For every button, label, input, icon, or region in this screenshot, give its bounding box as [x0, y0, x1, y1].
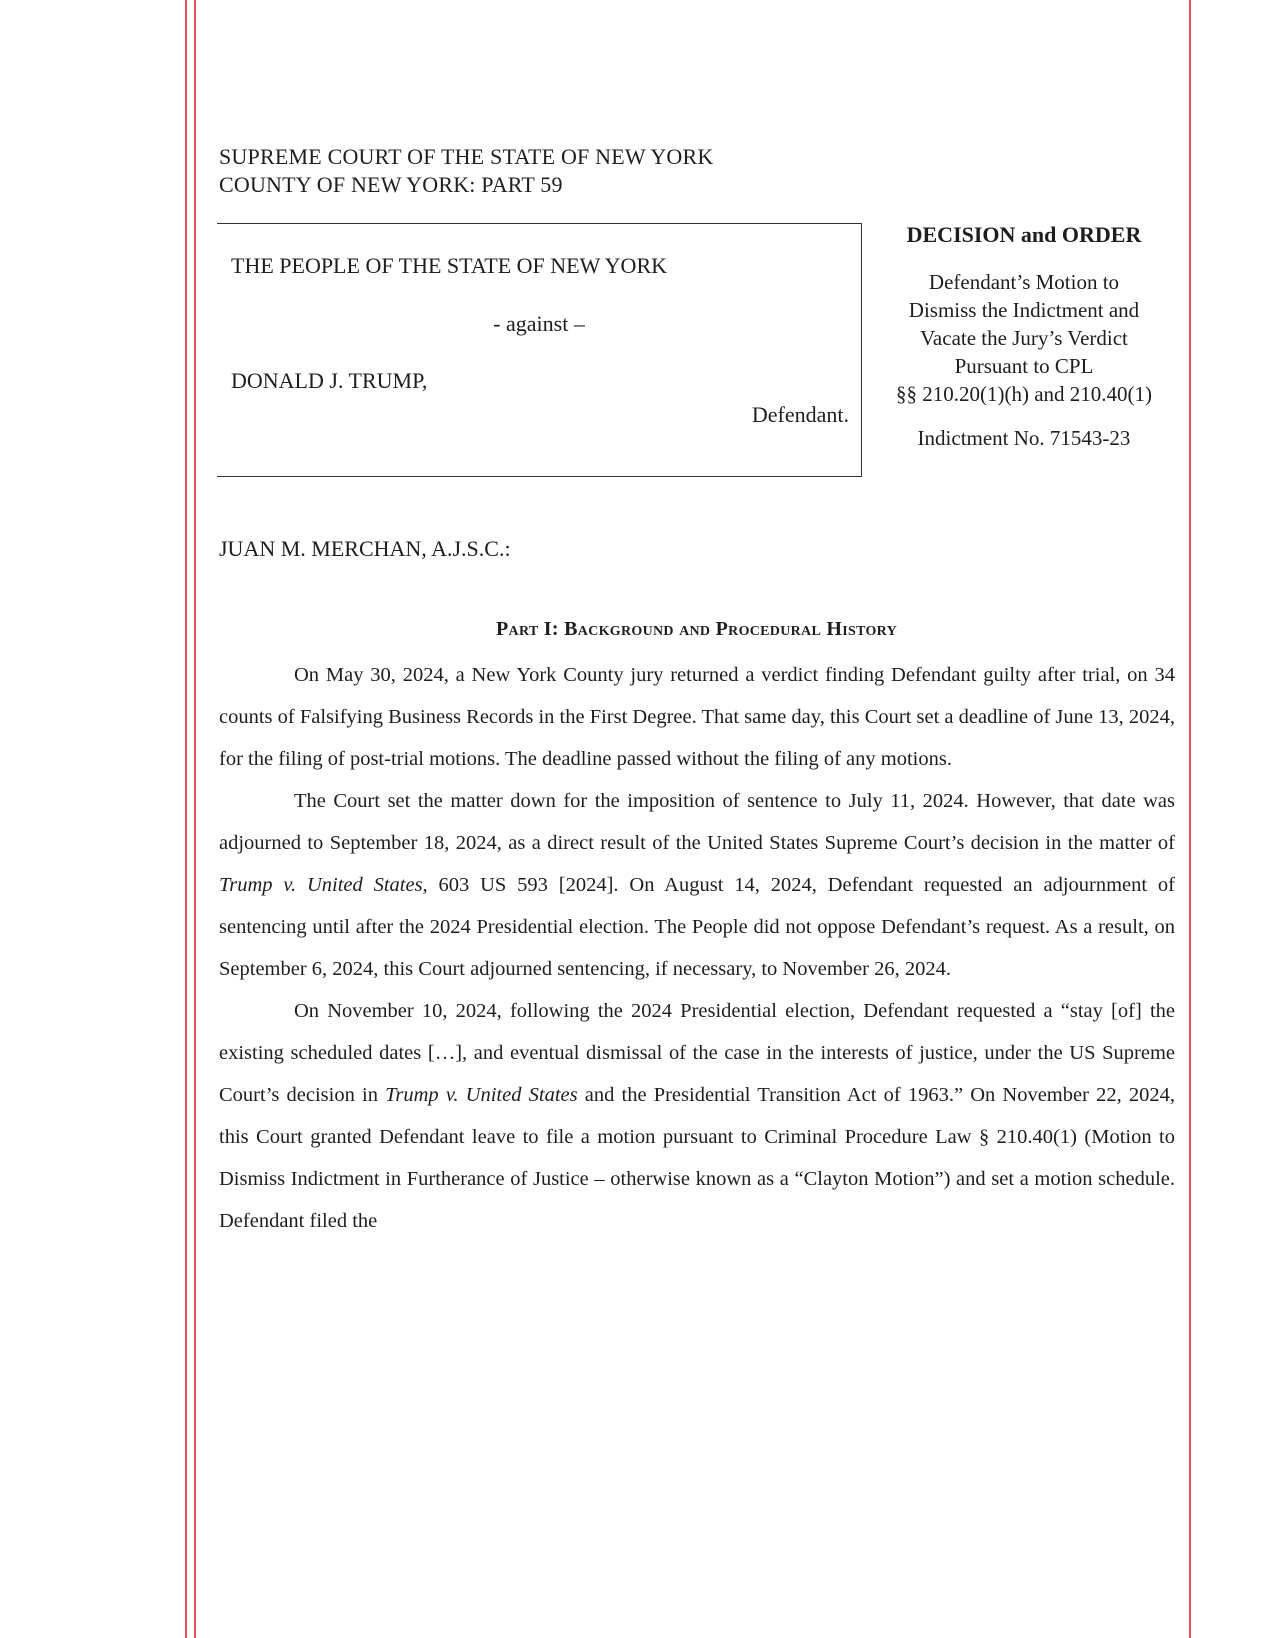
- paragraph-text: On November 10, 2024, following the 2024 Presidential election, Defendant requested a “stay [of] the existing scheduled dates […], and eventual dismissal of the case in the interests of justice, under the US Supreme Court’s decision in: [219, 1000, 1175, 1106]
- court-county-part: COUNTY OF NEW YORK: PART 59: [219, 172, 563, 197]
- case-citation: Trump v. United States,: [219, 874, 428, 896]
- paragraph: [219, 654, 1175, 780]
- case-citation: Trump v. United States: [385, 1084, 578, 1106]
- case-caption: [217, 223, 862, 477]
- motion-line: Defendant’s Motion to: [928, 270, 1120, 294]
- margin-rule-right: [1189, 0, 1191, 1638]
- against-label: - against –: [493, 311, 585, 336]
- indictment-number: Indictment No. 71543-23: [917, 426, 1131, 450]
- paragraph-text: On May 30, 2024, a New York County jury returned a verdict finding Defendant guilty after trial, on 34 counts of Falsifying Business Records in the First Degree. That same day, this Court set a deadline of June 13, 2024, for the filing of post-trial motions. The deadline passed without the filing of any motions.: [219, 664, 1175, 770]
- paragraph: [219, 990, 1175, 1242]
- margin-rule-left-inner: [194, 0, 196, 1638]
- judge-name: JUAN M. MERCHAN, A.J.S.C.:: [219, 536, 511, 561]
- decision-block: [874, 222, 1174, 451]
- paragraph-text: The Court set the matter down for the imposition of sentence to July 11, 2024. However, that date was adjourned to September 18, 2024, as a direct result of the United States Supreme Court’s decision in the matter of: [219, 790, 1175, 854]
- defendant-name: DONALD J. TRUMP,: [231, 368, 428, 393]
- motion-line: Vacate the Jury’s Verdict: [920, 326, 1128, 350]
- paragraph-text: and the Presidential Transition Act of 1963.” On November 22, 2024, this Court granted Defendant leave to file a motion pursuant to Criminal Procedure Law § 210.40(1) (Motion to Dismiss Indictment in Furtherance of Justice – otherwise known as a “Clayton Motion”) and set a motion schedule. Defendant filed the: [219, 1084, 1175, 1232]
- defendant-role: Defendant.: [751, 402, 849, 427]
- margin-rule-left-outer: [185, 0, 187, 1638]
- decision-title: DECISION and ORDER: [906, 222, 1142, 247]
- motion-line: Dismiss the Indictment and: [908, 298, 1140, 322]
- motion-line: Pursuant to CPL: [954, 354, 1094, 378]
- motion-description: [874, 268, 1174, 408]
- court-header: [219, 143, 713, 199]
- paragraph: [219, 780, 1175, 990]
- body-text: [219, 654, 1175, 1242]
- court-name: SUPREME COURT OF THE STATE OF NEW YORK: [219, 144, 714, 169]
- paragraph-text: 603 US 593 [2024]. On August 14, 2024, Defendant requested an adjournment of sentencing until after the 2024 Presidential election. The People did not oppose Defendant’s request. As a result, on September 6, 2024, this Court adjourned sentencing, if necessary, to November 26, 2024.: [219, 874, 1175, 980]
- motion-line: §§ 210.20(1)(h) and 210.40(1): [895, 382, 1153, 406]
- section-heading: Part I: Background and Procedural History: [496, 618, 897, 640]
- plaintiff-name: THE PEOPLE OF THE STATE OF NEW YORK: [231, 253, 668, 278]
